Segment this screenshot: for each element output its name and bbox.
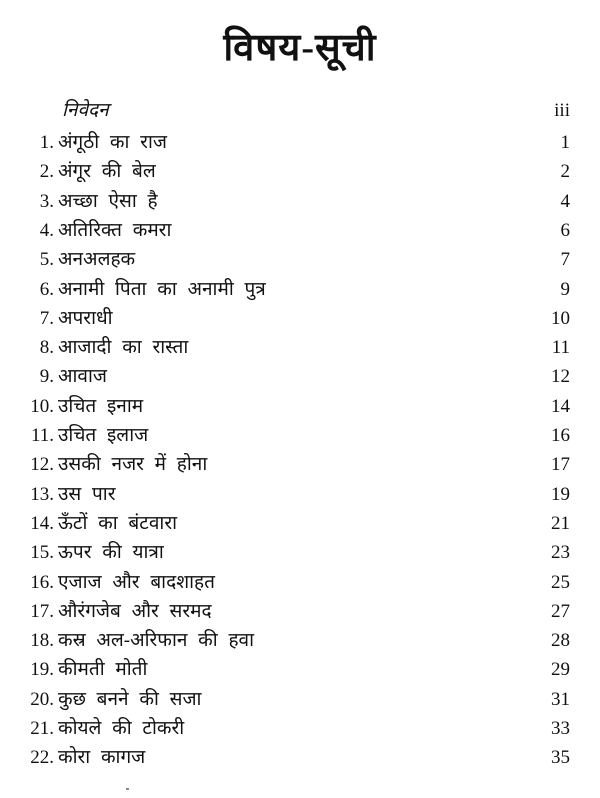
toc-entry-label: कीमती मोती: [58, 659, 148, 681]
toc-entry-label: अच्छा ऐसा है: [58, 190, 158, 212]
toc-entry-number: 1.: [39, 132, 54, 153]
toc-entry[interactable]: [0, 626, 600, 655]
toc-entry-number: 12.: [30, 454, 54, 476]
toc-entry-label: उसकी नजर में होना: [58, 454, 208, 476]
toc-page-number: 27: [551, 600, 570, 622]
toc-entry-number: 18.: [30, 630, 54, 652]
toc-entry[interactable]: [0, 714, 600, 743]
toc-entry-label: कुछ बनने की सजा: [58, 688, 202, 710]
toc-entry[interactable]: [0, 480, 600, 509]
toc-entry[interactable]: [0, 685, 600, 714]
toc-entry[interactable]: [0, 568, 600, 597]
toc-entry-number: 9.: [39, 366, 54, 388]
toc-entry-number: 8.: [39, 337, 54, 359]
toc-entry[interactable]: [0, 362, 600, 391]
toc-page-number: 1: [560, 132, 570, 153]
toc-page-number: 7: [560, 249, 570, 271]
toc-entry-number: 19.: [30, 659, 54, 681]
toc-entry[interactable]: [0, 597, 600, 626]
toc-entry-label: ऊपर की यात्रा: [58, 542, 164, 564]
toc-entry[interactable]: [0, 450, 600, 479]
toc-entry-label: आवाज: [58, 366, 108, 388]
toc-entry[interactable]: [0, 743, 600, 772]
toc-entry-number: 17.: [30, 600, 54, 622]
toc-entry-number: 4.: [39, 219, 54, 241]
toc-page-number: 17: [551, 454, 570, 476]
toc-entry-label: अनामी पिता का अनामी पुत्र: [58, 278, 266, 300]
toc-page-number: 23: [551, 542, 570, 564]
toc-entry[interactable]: [0, 216, 600, 245]
toc-entry[interactable]: [0, 392, 600, 421]
toc-page-number: 6: [560, 219, 570, 241]
toc-entry-label: कोरा कागज: [58, 747, 146, 769]
toc-entry-number: 22.: [30, 747, 54, 769]
toc-page-number: 28: [551, 630, 570, 652]
scan-speck: [126, 788, 129, 790]
toc-page-number: 11: [551, 337, 570, 359]
toc-page-number: 35: [551, 747, 570, 769]
toc-entry-number: 14.: [30, 512, 54, 534]
toc-page-number: 2: [560, 161, 570, 183]
page-title: विषय-सूची: [223, 27, 377, 69]
toc-entry-label: कस्र अल-अरिफान की हवा: [58, 630, 255, 652]
toc-page-number: 21: [551, 512, 570, 534]
toc-entry-label: उचित इनाम: [58, 395, 144, 417]
toc-page-number: iii: [554, 100, 570, 121]
toc-page-number: 12: [551, 366, 570, 388]
toc-entry-number: 5.: [39, 249, 54, 271]
toc-entry-number: 11.: [30, 425, 54, 446]
toc-entry-label: अंगूठी का राज: [58, 132, 167, 153]
toc-entry-number: 2.: [39, 161, 54, 183]
toc-entry-label: अतिरिक्त कमरा: [58, 219, 172, 241]
toc-entry-label: निवेदन: [62, 100, 109, 121]
toc-entry-number: 20.: [30, 688, 54, 710]
toc-entry[interactable]: [0, 333, 600, 362]
toc-page-number: 14: [551, 395, 570, 417]
toc-entry[interactable]: [0, 128, 600, 157]
toc-entry[interactable]: [0, 421, 600, 450]
toc-entry-label: अनअलहक: [58, 249, 136, 271]
toc-page-number: 10: [551, 307, 570, 329]
toc-entry-label: एजाज और बादशाहत: [58, 571, 215, 593]
toc-intro-row[interactable]: [0, 96, 600, 125]
toc-page-number: 33: [551, 718, 570, 739]
toc-entry-number: 16.: [30, 571, 54, 593]
toc-entry-number: 15.: [30, 542, 54, 564]
toc-entry[interactable]: [0, 304, 600, 333]
toc-entry-label: अपराधी: [58, 307, 113, 329]
toc-entry[interactable]: [0, 245, 600, 274]
toc-entry-number: 3.: [39, 190, 54, 212]
toc-entry-number: 7.: [39, 307, 54, 329]
toc-entry-label: औरंगजेब और सरमद: [58, 600, 212, 622]
toc-entry[interactable]: [0, 157, 600, 186]
toc-page-number: 25: [551, 571, 570, 593]
toc-entry-label: उस पार: [58, 483, 116, 505]
toc-entry-label: कोयले की टोकरी: [58, 718, 185, 739]
toc-entry-label: आजादी का रास्ता: [58, 337, 189, 359]
toc-entry-number: 6.: [39, 278, 54, 300]
toc-page-number: 29: [551, 659, 570, 681]
toc-entry[interactable]: [0, 187, 600, 216]
toc-entry-label: अंगूर की बेल: [58, 161, 156, 183]
toc-entry-number: 10.: [30, 395, 54, 417]
toc-entry[interactable]: [0, 655, 600, 684]
toc-page-number: 16: [551, 425, 570, 446]
toc-entry-number: 21.: [30, 718, 54, 739]
toc-entry-label: उचित इलाज: [58, 425, 149, 446]
toc-page-number: 9: [560, 278, 570, 300]
toc-entry[interactable]: [0, 509, 600, 538]
toc-entry[interactable]: [0, 538, 600, 567]
toc-page-number: 31: [551, 688, 570, 710]
toc-page-number: 4: [560, 190, 570, 212]
toc-entry[interactable]: [0, 275, 600, 304]
toc-entry-label: ऊँटों का बंटवारा: [58, 512, 178, 534]
toc-page-number: 19: [551, 483, 570, 505]
toc-entry-number: 13.: [30, 483, 54, 505]
